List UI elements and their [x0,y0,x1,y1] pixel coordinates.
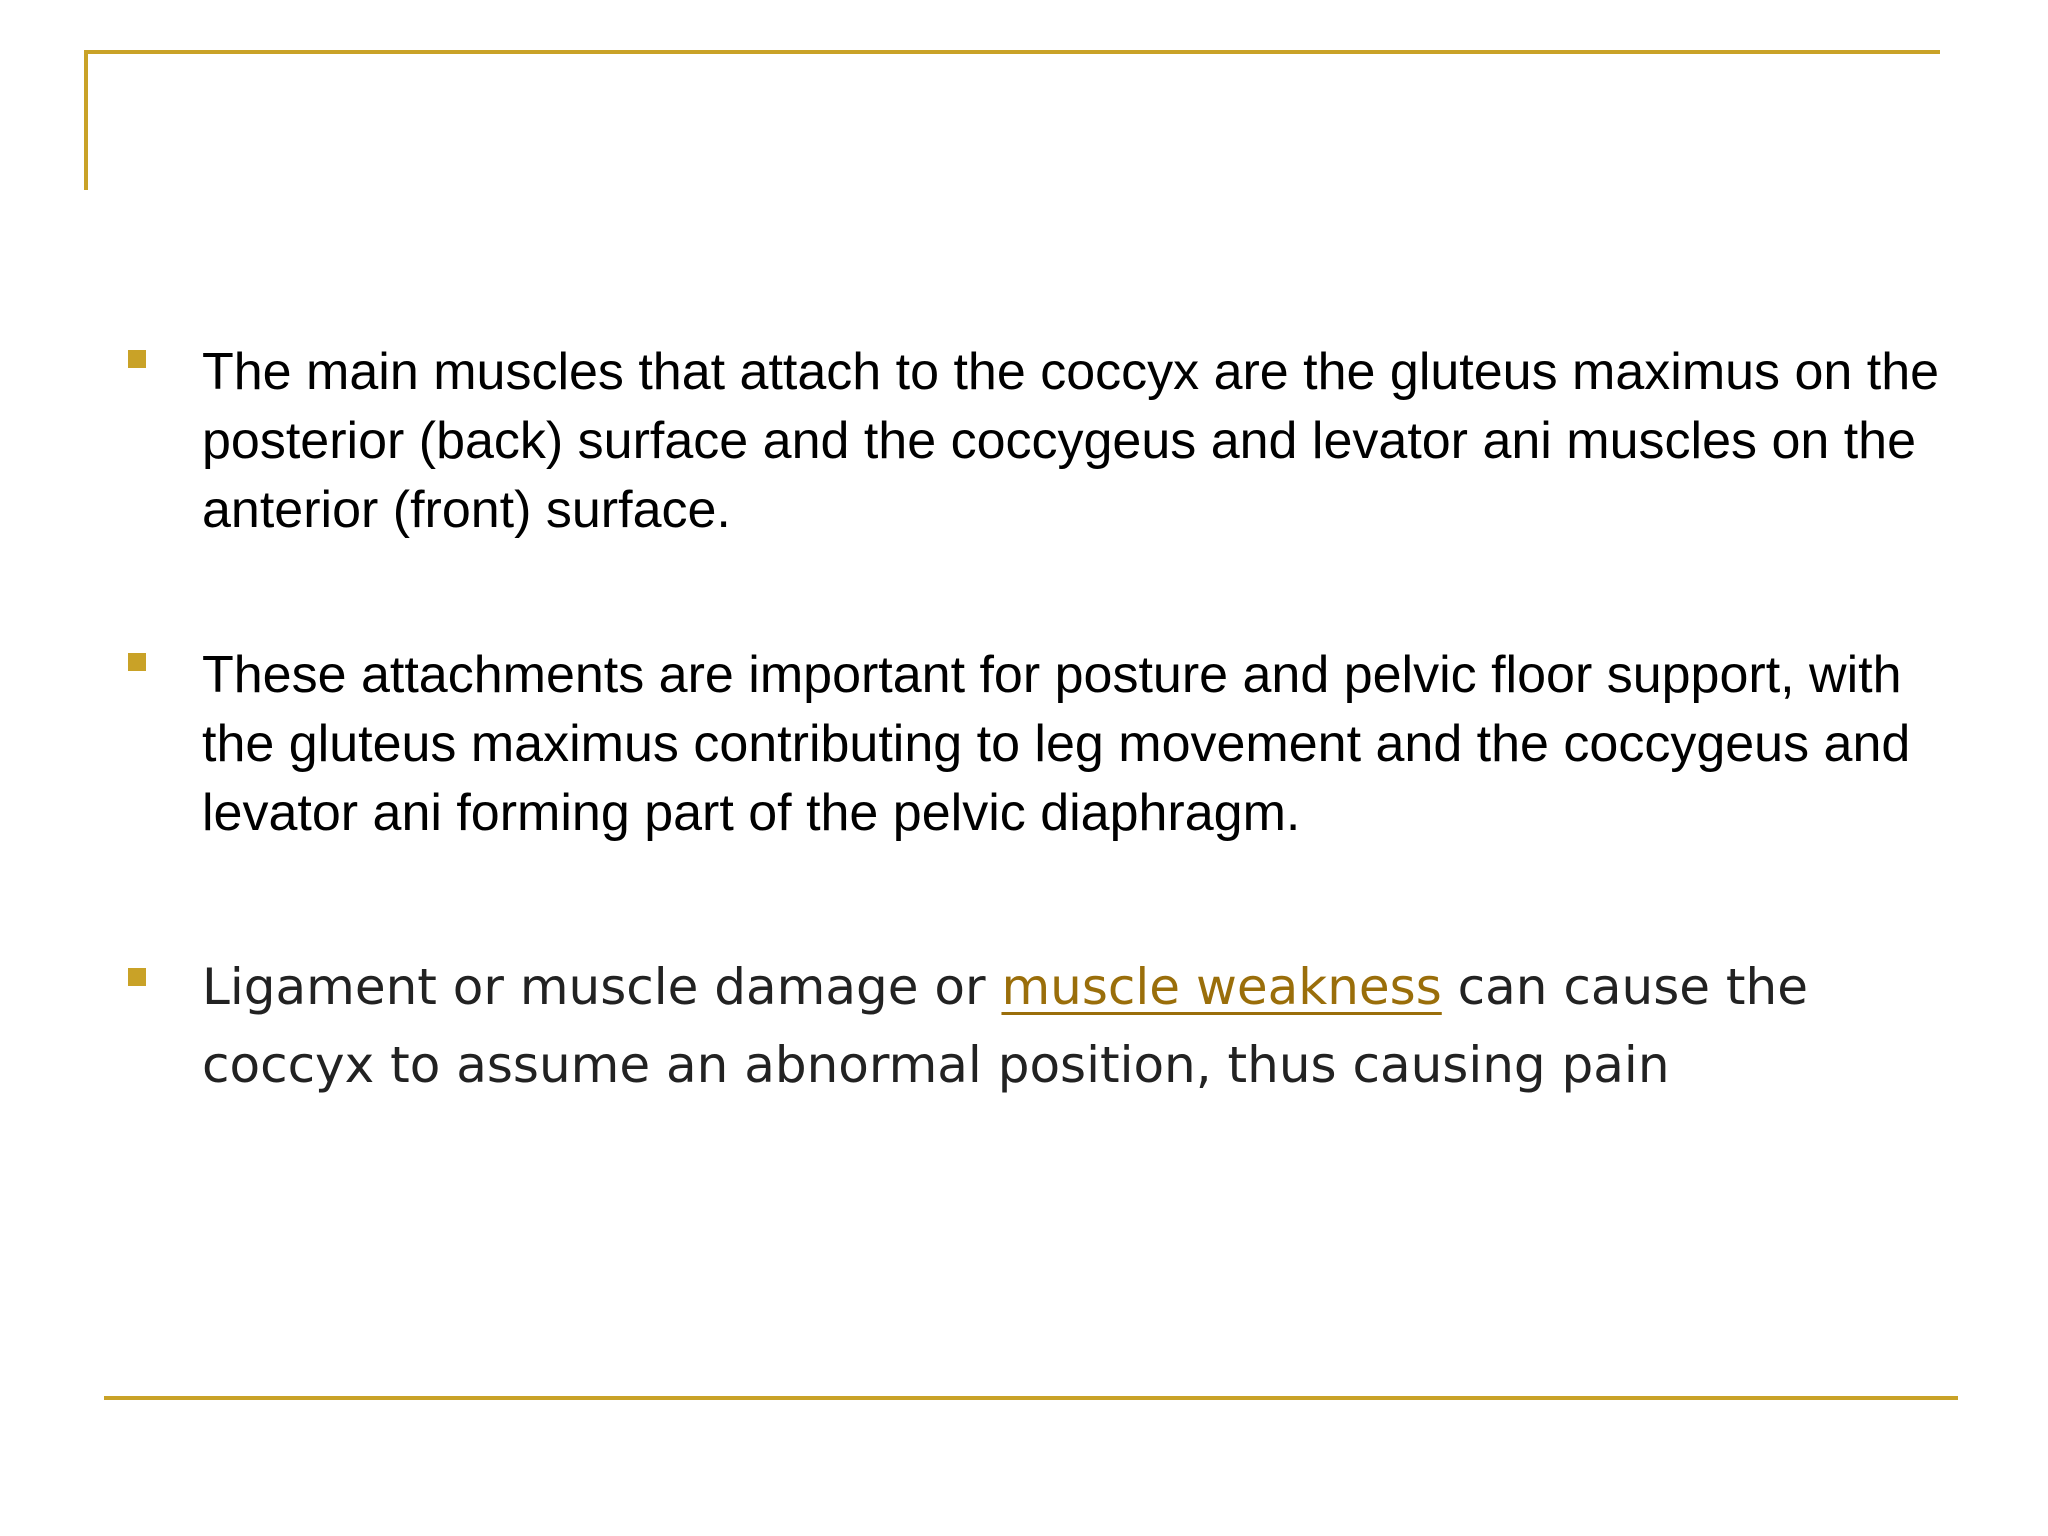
square-bullet-icon [128,968,146,986]
bullet-item-muscle-attachments [126,338,1956,545]
bullet-text: These attachments are important for posture and pelvic floor support, with the gluteus maximus contributing to leg movement and the coccygeus and levator ani forming part of the pelvic diaphragm. [202,646,1911,842]
muscle-weakness-link[interactable]: muscle weakness [1001,958,1442,1016]
square-bullet-icon [128,350,146,368]
bullet-text-before: Ligament or muscle damage or [202,958,1002,1016]
bullet-text-after: can cause the coccyx to assume an abnormal position, thus causing pain [202,958,1808,1094]
slide-frame-left-border [84,50,88,190]
slide-content [126,338,1956,1104]
slide-frame-top-border [86,50,1940,54]
slide-frame-bottom-border [104,1396,1958,1400]
bullet-item-attachment-importance [126,641,1956,848]
bullet-text: The main muscles that attach to the coccyx are the gluteus maximus on the posterior (back) surface and the coccygeus and levator ani muscles on the anterior (front) surface. [202,343,1940,539]
square-bullet-icon [128,653,146,671]
bullet-item-damage-causes [126,948,1956,1104]
